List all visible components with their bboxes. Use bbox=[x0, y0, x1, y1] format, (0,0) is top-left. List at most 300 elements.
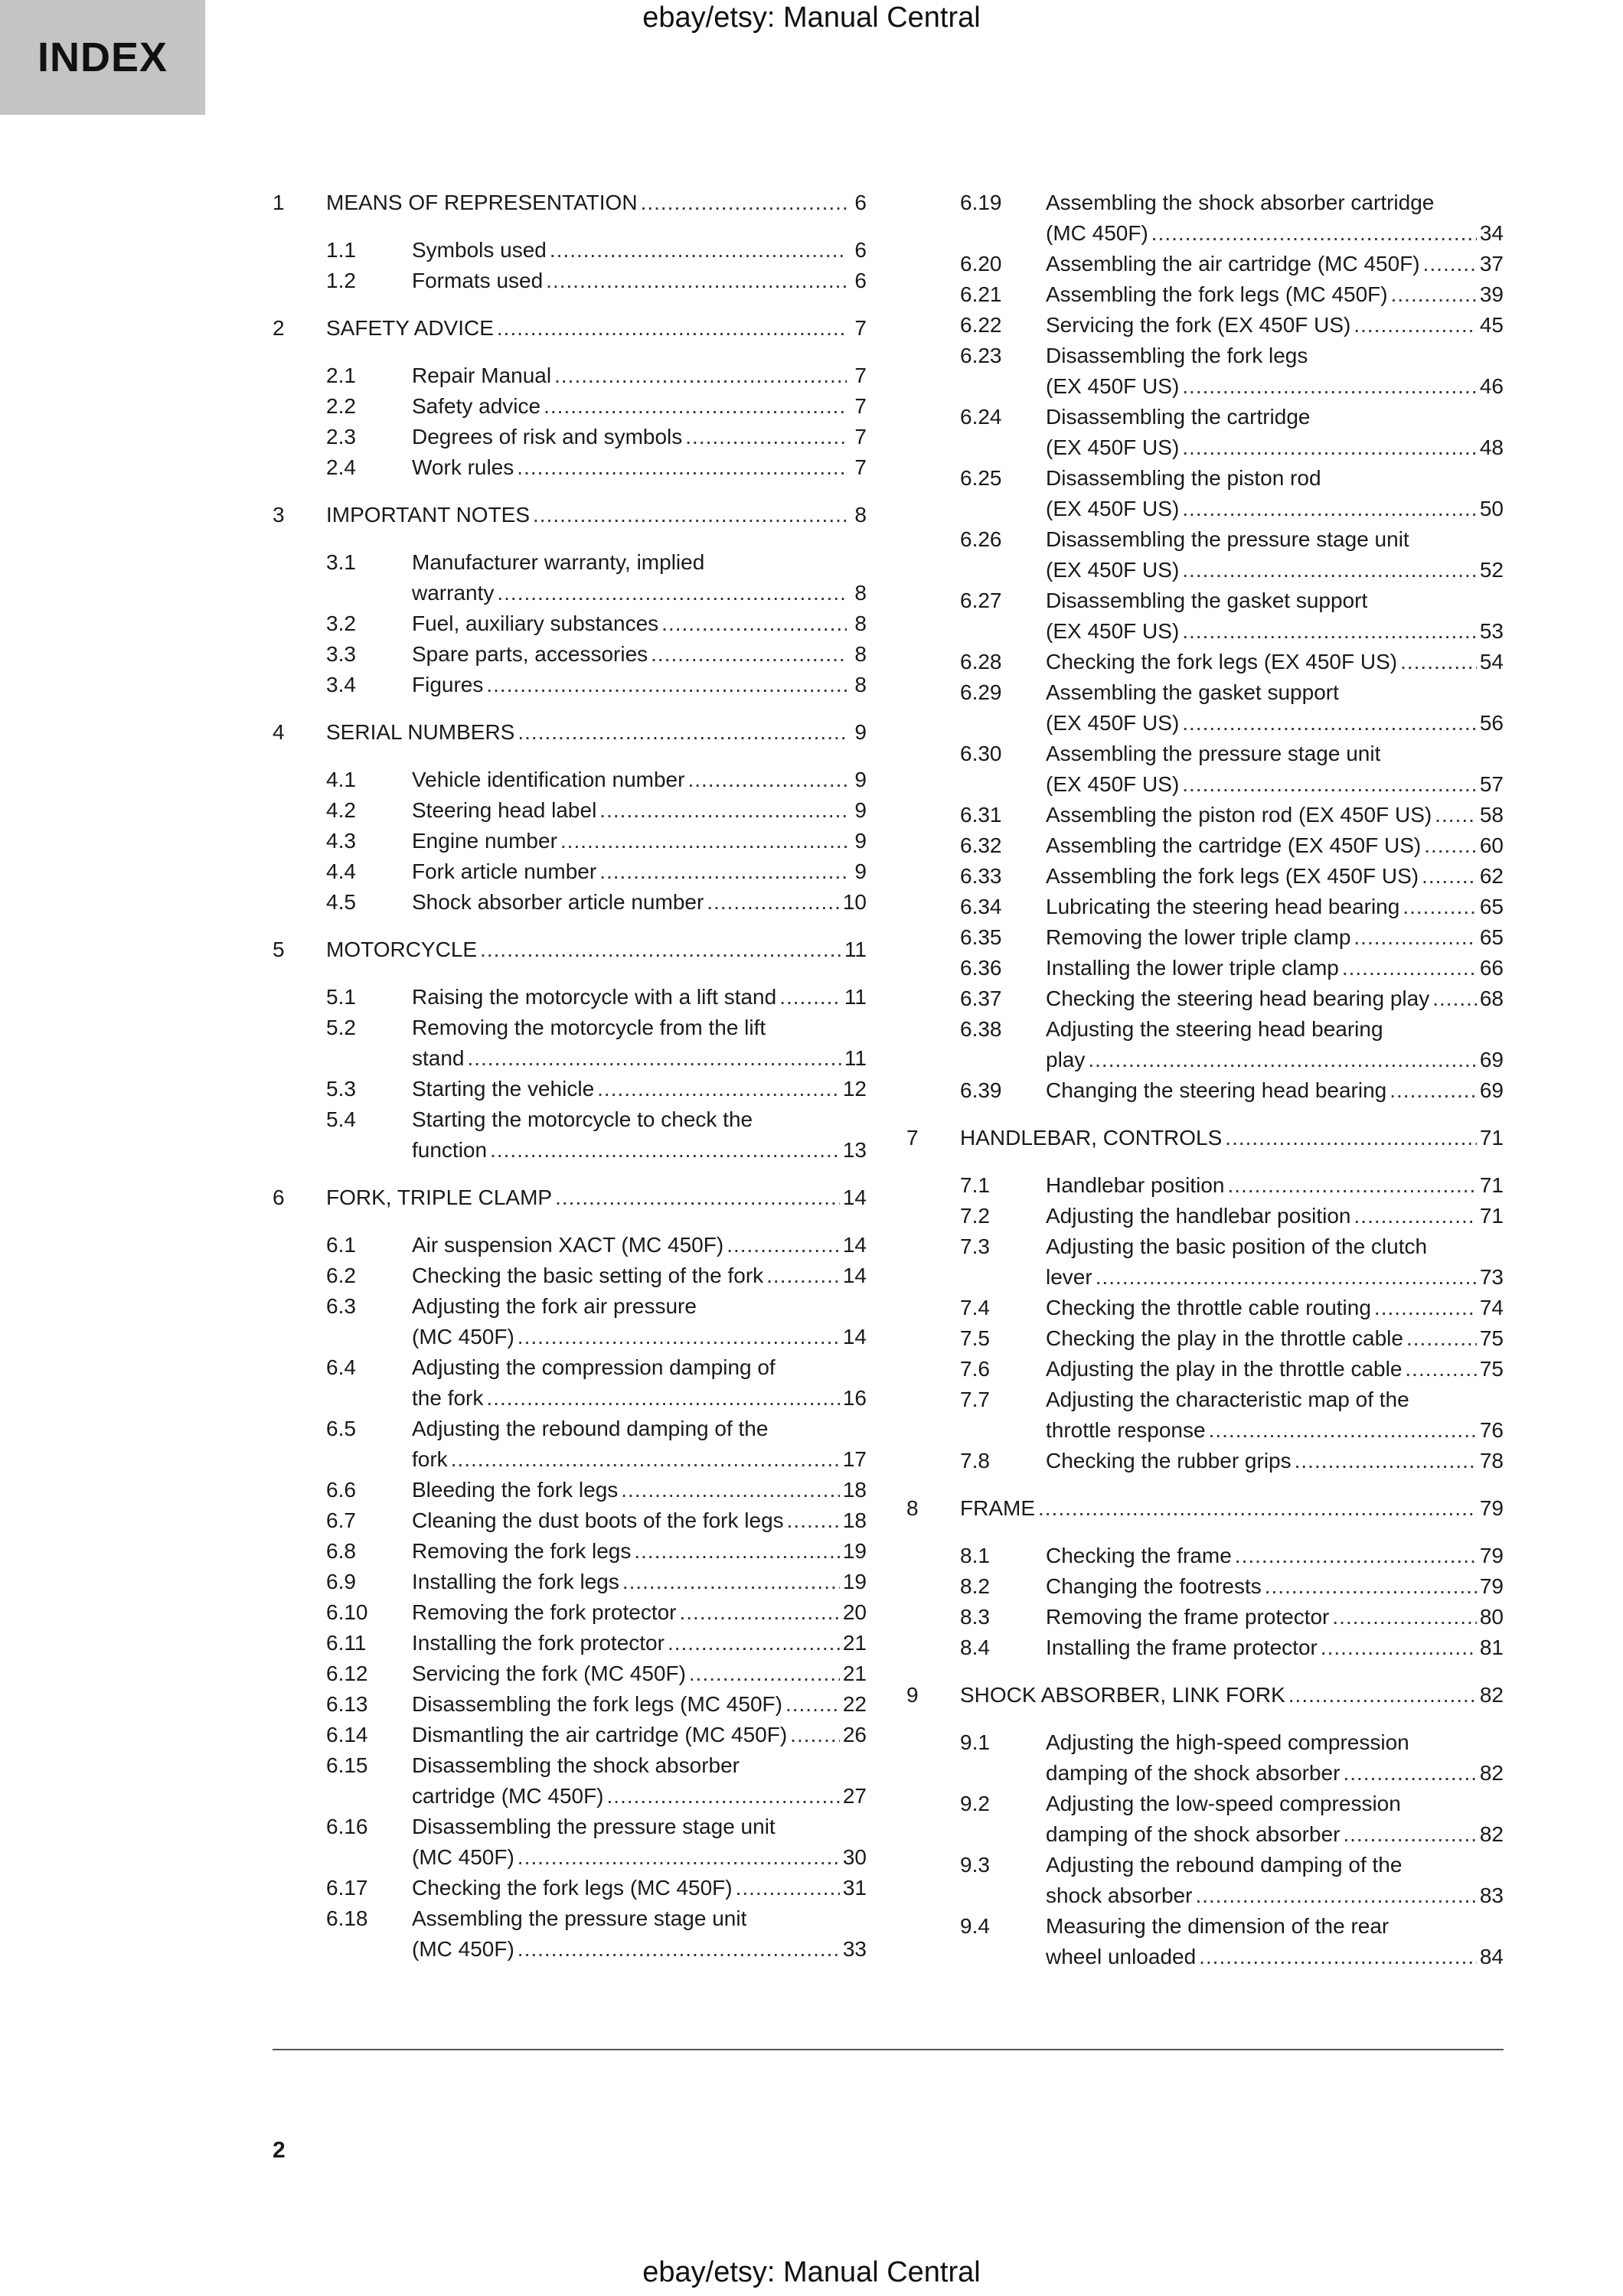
toc-number: 9.3 bbox=[960, 1853, 990, 1877]
toc-number: 8 bbox=[906, 1496, 919, 1520]
toc-number: 6.34 bbox=[960, 895, 1002, 918]
toc-chapter[interactable] bbox=[906, 1493, 1504, 1524]
toc-title: (EX 450F US) bbox=[1046, 711, 1180, 735]
toc-page-number: 74 bbox=[1479, 1296, 1504, 1319]
toc-page-number: 7 bbox=[854, 394, 867, 418]
toc-leader-dots bbox=[599, 856, 847, 887]
toc-title: Disassembling the piston rod bbox=[1046, 466, 1321, 490]
toc-section[interactable] bbox=[273, 1013, 867, 1074]
toc-chapter[interactable] bbox=[906, 1123, 1504, 1153]
toc-leader-dots bbox=[1199, 1942, 1477, 1972]
toc-section[interactable] bbox=[906, 953, 1504, 983]
toc-leader-dots bbox=[518, 717, 847, 748]
toc-page-number: 22 bbox=[842, 1692, 867, 1716]
toc-section[interactable] bbox=[273, 982, 867, 1013]
toc-leader-dots bbox=[1235, 1541, 1477, 1571]
toc-title: Symbols used bbox=[412, 238, 547, 262]
toc-number: 7 bbox=[906, 1126, 919, 1150]
toc-page-number: 58 bbox=[1479, 803, 1504, 827]
toc-title: Installing the lower triple clamp bbox=[1046, 956, 1339, 980]
toc-section[interactable] bbox=[273, 360, 867, 391]
toc-leader-dots bbox=[550, 235, 847, 266]
toc-title: Changing the footrests bbox=[1046, 1574, 1262, 1598]
toc-number: 6.29 bbox=[960, 680, 1002, 704]
toc-page-number: 75 bbox=[1479, 1357, 1504, 1381]
toc-leader-dots bbox=[555, 1182, 840, 1213]
toc-section[interactable] bbox=[906, 1354, 1504, 1384]
toc-number: 6.37 bbox=[960, 987, 1002, 1010]
toc-leader-dots bbox=[680, 1597, 840, 1628]
toc-number: 6.10 bbox=[326, 1600, 368, 1624]
index-tab-label: INDEX bbox=[37, 34, 168, 80]
toc-section[interactable] bbox=[906, 249, 1504, 279]
toc-section[interactable] bbox=[906, 585, 1504, 647]
toc-leader-dots bbox=[599, 795, 847, 826]
toc-page-number: 30 bbox=[842, 1845, 867, 1869]
toc-section[interactable] bbox=[906, 1293, 1504, 1323]
toc-leader-dots bbox=[1088, 1045, 1476, 1075]
toc-section[interactable] bbox=[273, 1628, 867, 1658]
toc-title: Starting the motorcycle to check the bbox=[412, 1107, 753, 1131]
toc-title: Checking the throttle cable routing bbox=[1046, 1296, 1371, 1319]
toc-section[interactable] bbox=[273, 1261, 867, 1291]
toc-number: 4.2 bbox=[326, 798, 356, 822]
toc-number: 7.4 bbox=[960, 1296, 990, 1319]
toc-leader-dots bbox=[1354, 310, 1476, 341]
toc-title: Starting the vehicle bbox=[412, 1077, 595, 1101]
toc-page-number: 14 bbox=[842, 1325, 867, 1349]
toc-section[interactable] bbox=[273, 1689, 867, 1720]
toc-section[interactable] bbox=[906, 1571, 1504, 1602]
toc-page-number: 48 bbox=[1479, 435, 1504, 459]
toc-title: Servicing the fork (EX 450F US) bbox=[1046, 313, 1351, 337]
toc-page-number: 69 bbox=[1479, 1078, 1504, 1102]
toc-leader-dots bbox=[1182, 494, 1477, 524]
toc-chapter[interactable] bbox=[273, 188, 867, 218]
toc-title: Adjusting the handlebar position bbox=[1046, 1204, 1351, 1228]
toc-section[interactable] bbox=[273, 1291, 867, 1352]
toc-title: Disassembling the gasket support bbox=[1046, 589, 1368, 612]
toc-section[interactable] bbox=[273, 887, 867, 918]
toc-title: (EX 450F US) bbox=[1046, 374, 1180, 398]
toc-leader-dots bbox=[621, 1475, 840, 1505]
toc-page-number: 78 bbox=[1479, 1449, 1504, 1473]
toc-section[interactable] bbox=[906, 739, 1504, 800]
toc-section[interactable] bbox=[273, 1352, 867, 1414]
toc-leader-dots bbox=[651, 639, 847, 670]
toc-title: Cleaning the dust boots of the fork legs bbox=[412, 1508, 784, 1532]
toc-section[interactable] bbox=[273, 422, 867, 452]
toc-page-number: 9 bbox=[854, 859, 867, 883]
toc-page-number: 6 bbox=[854, 269, 867, 292]
toc-title: Removing the fork protector bbox=[412, 1600, 677, 1624]
toc-section[interactable] bbox=[273, 1873, 867, 1903]
toc-title: Adjusting the low-speed compression bbox=[1046, 1792, 1401, 1815]
toc-title: SHOCK ABSORBER, LINK FORK bbox=[960, 1683, 1285, 1707]
toc-title: Assembling the cartridge (EX 450F US) bbox=[1046, 833, 1422, 857]
toc-section[interactable] bbox=[906, 524, 1504, 585]
toc-page-number: 79 bbox=[1479, 1496, 1504, 1520]
toc-number: 2 bbox=[273, 316, 285, 340]
toc-leader-dots bbox=[707, 887, 840, 918]
toc-leader-dots bbox=[1288, 1680, 1477, 1711]
toc-number: 6.9 bbox=[326, 1570, 356, 1593]
toc-section[interactable] bbox=[273, 1812, 867, 1873]
toc-leader-dots bbox=[687, 765, 847, 795]
toc-number: 4.4 bbox=[326, 859, 356, 883]
toc-title: Checking the basic setting of the fork bbox=[412, 1264, 764, 1287]
toc-section[interactable] bbox=[273, 1475, 867, 1505]
toc-title: throttle response bbox=[1046, 1418, 1206, 1442]
toc-section[interactable] bbox=[273, 856, 867, 887]
toc-section[interactable] bbox=[906, 983, 1504, 1014]
toc-title: Assembling the shock absorber cartridge bbox=[1046, 191, 1435, 214]
toc-number: 9 bbox=[906, 1683, 919, 1707]
toc-section[interactable] bbox=[273, 765, 867, 795]
toc-section[interactable] bbox=[273, 1536, 867, 1567]
toc-section[interactable] bbox=[906, 830, 1504, 861]
toc-number: 6.20 bbox=[960, 252, 1002, 276]
toc-number: 8.1 bbox=[960, 1544, 990, 1567]
toc-title: (MC 450F) bbox=[1046, 221, 1148, 245]
toc-page-number: 9 bbox=[854, 768, 867, 791]
toc-page-number: 6 bbox=[854, 238, 867, 262]
toc-number: 6 bbox=[273, 1186, 285, 1209]
toc-page-number: 62 bbox=[1479, 864, 1504, 888]
toc-section[interactable] bbox=[273, 826, 867, 856]
toc-number: 7.2 bbox=[960, 1204, 990, 1228]
toc-section[interactable] bbox=[273, 452, 867, 483]
toc-leader-dots bbox=[1332, 1602, 1476, 1632]
toc-number: 4 bbox=[273, 720, 285, 744]
toc-title: Assembling the piston rod (EX 450F US) bbox=[1046, 803, 1432, 827]
toc-section[interactable] bbox=[273, 391, 867, 422]
toc-page-number: 65 bbox=[1479, 895, 1504, 918]
toc-leader-dots bbox=[1182, 616, 1477, 647]
toc-title: cartridge (MC 450F) bbox=[412, 1784, 604, 1808]
toc-page-number: 60 bbox=[1479, 833, 1504, 857]
toc-leader-dots bbox=[1403, 892, 1477, 922]
toc-title: MEANS OF REPRESENTATION bbox=[326, 191, 638, 214]
toc-page-number: 11 bbox=[844, 1046, 867, 1070]
toc-title: Handlebar position bbox=[1046, 1173, 1225, 1197]
toc-section[interactable] bbox=[273, 547, 867, 608]
toc-title: Dismantling the air cartridge (MC 450F) bbox=[412, 1723, 788, 1746]
toc-section[interactable] bbox=[273, 608, 867, 639]
toc-number: 7.7 bbox=[960, 1388, 990, 1411]
toc-title: Adjusting the high-speed compression bbox=[1046, 1730, 1409, 1754]
toc-title: fork bbox=[412, 1447, 448, 1471]
toc-leader-dots bbox=[1096, 1262, 1477, 1293]
toc-section[interactable] bbox=[906, 861, 1504, 892]
toc-number: 6.24 bbox=[960, 405, 1002, 429]
toc-section[interactable] bbox=[273, 1597, 867, 1628]
toc-section[interactable] bbox=[906, 1850, 1504, 1911]
toc-leader-dots bbox=[468, 1043, 841, 1074]
toc-title: Raising the motorcycle with a lift stand bbox=[412, 985, 777, 1009]
toc-title: Bleeding the fork legs bbox=[412, 1478, 619, 1502]
toc-number: 2.4 bbox=[326, 455, 356, 479]
toc-page-number: 11 bbox=[844, 938, 867, 961]
toc-page-number: 8 bbox=[854, 642, 867, 666]
toc-leader-dots bbox=[668, 1628, 840, 1658]
toc-section[interactable] bbox=[273, 235, 867, 266]
toc-section[interactable] bbox=[273, 1720, 867, 1750]
toc-section[interactable] bbox=[906, 188, 1504, 249]
toc-column-left bbox=[273, 188, 867, 1965]
toc-number: 1 bbox=[273, 191, 285, 214]
toc-title: Engine number bbox=[412, 829, 557, 853]
toc-section[interactable] bbox=[273, 1505, 867, 1536]
toc-number: 4.1 bbox=[326, 768, 356, 791]
toc-number: 6.25 bbox=[960, 466, 1002, 490]
toc-leader-dots bbox=[1391, 279, 1477, 310]
toc-page-number: 7 bbox=[854, 455, 867, 479]
toc-leader-dots bbox=[490, 1135, 840, 1166]
toc-number: 8.4 bbox=[960, 1636, 990, 1659]
toc-leader-dots bbox=[1390, 1075, 1477, 1106]
toc-page-number: 82 bbox=[1479, 1761, 1504, 1785]
toc-title: Lubricating the steering head bearing bbox=[1046, 895, 1400, 918]
toc-leader-dots bbox=[597, 1074, 840, 1104]
toc-page-number: 7 bbox=[854, 364, 867, 387]
toc-page-number: 45 bbox=[1479, 313, 1504, 337]
toc-page-number: 19 bbox=[842, 1539, 867, 1563]
toc-page-number: 18 bbox=[842, 1508, 867, 1532]
toc-title: Shock absorber article number bbox=[412, 890, 704, 914]
toc-page-number: 83 bbox=[1479, 1883, 1504, 1907]
toc-section[interactable] bbox=[906, 1384, 1504, 1446]
toc-leader-dots bbox=[622, 1567, 840, 1597]
toc-number: 5.2 bbox=[326, 1016, 356, 1039]
toc-section[interactable] bbox=[906, 1541, 1504, 1571]
toc-page-number: 8 bbox=[854, 612, 867, 635]
toc-number: 2.3 bbox=[326, 425, 356, 448]
toc-page-number: 20 bbox=[842, 1600, 867, 1624]
toc-leader-dots bbox=[1038, 1493, 1477, 1524]
toc-section[interactable] bbox=[906, 800, 1504, 830]
toc-section[interactable] bbox=[906, 402, 1504, 463]
toc-number: 6.3 bbox=[326, 1294, 356, 1318]
toc-section[interactable] bbox=[273, 1230, 867, 1261]
toc-title: Adjusting the play in the throttle cable bbox=[1046, 1357, 1403, 1381]
toc-number: 6.23 bbox=[960, 344, 1002, 367]
toc-title: Servicing the fork (MC 450F) bbox=[412, 1662, 686, 1685]
toc-section[interactable] bbox=[906, 892, 1504, 922]
toc-title: Fork article number bbox=[412, 859, 597, 883]
toc-number: 8.3 bbox=[960, 1605, 990, 1629]
toc-leader-dots bbox=[451, 1444, 840, 1475]
toc-leader-dots bbox=[787, 1505, 840, 1536]
toc-section[interactable] bbox=[273, 1750, 867, 1812]
toc-section[interactable] bbox=[906, 1201, 1504, 1231]
toc-page-number: 21 bbox=[842, 1631, 867, 1655]
toc-number: 3.1 bbox=[326, 550, 356, 574]
toc-number: 3 bbox=[273, 503, 285, 527]
toc-title: play bbox=[1046, 1048, 1086, 1071]
toc-title: Figures bbox=[412, 673, 484, 696]
toc-page-number: 54 bbox=[1479, 650, 1504, 673]
toc-title: Installing the fork legs bbox=[412, 1570, 619, 1593]
toc-leader-dots bbox=[1435, 800, 1477, 830]
toc-section[interactable] bbox=[273, 1104, 867, 1166]
toc-title: Changing the steering head bearing bbox=[1046, 1078, 1387, 1102]
toc-number: 6.8 bbox=[326, 1539, 356, 1563]
toc-title: Degrees of risk and symbols bbox=[412, 425, 683, 448]
toc-title: Vehicle identification number bbox=[412, 768, 685, 791]
toc-chapter[interactable] bbox=[273, 1182, 867, 1213]
toc-number: 5.3 bbox=[326, 1077, 356, 1101]
toc-leader-dots bbox=[685, 422, 847, 452]
toc-title: stand bbox=[412, 1046, 465, 1070]
toc-title: Disassembling the cartridge bbox=[1046, 405, 1311, 429]
toc-title: Steering head label bbox=[412, 798, 597, 822]
toc-title: Disassembling the pressure stage unit bbox=[412, 1815, 776, 1838]
toc-page-number: 8 bbox=[854, 673, 867, 696]
toc-number: 5.4 bbox=[326, 1107, 356, 1131]
toc-title: Installing the fork protector bbox=[412, 1631, 665, 1655]
toc-title: Adjusting the rebound damping of the bbox=[412, 1417, 769, 1440]
toc-section[interactable] bbox=[906, 922, 1504, 953]
toc-column-right bbox=[906, 188, 1504, 1972]
toc-section[interactable] bbox=[273, 1074, 867, 1104]
toc-page-number: 6 bbox=[854, 191, 867, 214]
toc-number: 6.12 bbox=[326, 1662, 368, 1685]
toc-page-number: 73 bbox=[1479, 1265, 1504, 1289]
toc-title: function bbox=[412, 1138, 488, 1162]
toc-page-number: 71 bbox=[1479, 1173, 1504, 1197]
toc-page-number: 9 bbox=[854, 829, 867, 853]
toc-section[interactable] bbox=[273, 1567, 867, 1597]
toc-section[interactable] bbox=[906, 1727, 1504, 1789]
toc-section[interactable] bbox=[906, 1231, 1504, 1293]
toc-title: Checking the steering head bearing play bbox=[1046, 987, 1430, 1010]
toc-leader-dots bbox=[736, 1873, 840, 1903]
toc-page-number: 81 bbox=[1479, 1636, 1504, 1659]
toc-page-number: 52 bbox=[1479, 558, 1504, 582]
toc-leader-dots bbox=[1343, 1758, 1476, 1789]
toc-section[interactable] bbox=[906, 341, 1504, 402]
toc-leader-dots bbox=[1374, 1293, 1477, 1323]
toc-page-number: 9 bbox=[854, 720, 867, 744]
toc-title: Measuring the dimension of the rear bbox=[1046, 1914, 1390, 1938]
toc-page-number: 14 bbox=[842, 1264, 867, 1287]
toc-chapter[interactable] bbox=[273, 500, 867, 530]
toc-leader-dots bbox=[1151, 218, 1477, 249]
toc-page-number: 75 bbox=[1479, 1326, 1504, 1350]
toc-number: 7.3 bbox=[960, 1234, 990, 1258]
toc-section[interactable] bbox=[273, 670, 867, 700]
toc-section[interactable] bbox=[906, 1632, 1504, 1663]
toc-section[interactable] bbox=[273, 1658, 867, 1689]
toc-number: 9.2 bbox=[960, 1792, 990, 1815]
toc-title: Assembling the gasket support bbox=[1046, 680, 1339, 704]
index-tab bbox=[0, 0, 205, 115]
toc-chapter[interactable] bbox=[906, 1680, 1504, 1711]
toc-number: 6.4 bbox=[326, 1355, 356, 1379]
toc-section[interactable] bbox=[906, 279, 1504, 310]
toc-title: FORK, TRIPLE CLAMP bbox=[326, 1186, 553, 1209]
toc-number: 6.21 bbox=[960, 282, 1002, 306]
toc-leader-dots bbox=[641, 188, 847, 218]
toc-number: 7.1 bbox=[960, 1173, 990, 1197]
toc-section[interactable] bbox=[906, 1602, 1504, 1632]
toc-title: Disassembling the shock absorber bbox=[412, 1753, 740, 1777]
toc-title: Spare parts, accessories bbox=[412, 642, 648, 666]
toc-leader-dots bbox=[689, 1658, 840, 1689]
toc-title: damping of the shock absorber bbox=[1046, 1761, 1341, 1785]
toc-title: (MC 450F) bbox=[412, 1937, 514, 1961]
toc-page-number: 18 bbox=[842, 1478, 867, 1502]
toc-title: Assembling the pressure stage unit bbox=[412, 1906, 747, 1930]
toc-title: damping of the shock absorber bbox=[1046, 1822, 1341, 1846]
toc-page-number: 46 bbox=[1479, 374, 1504, 398]
toc-leader-dots bbox=[766, 1261, 840, 1291]
toc-section[interactable] bbox=[906, 1789, 1504, 1850]
toc-page-number: 33 bbox=[842, 1937, 867, 1961]
toc-page-number: 79 bbox=[1479, 1544, 1504, 1567]
toc-section[interactable] bbox=[906, 1075, 1504, 1106]
toc-section[interactable] bbox=[273, 266, 867, 296]
toc-title: wheel unloaded bbox=[1046, 1945, 1197, 1968]
toc-leader-dots bbox=[607, 1781, 840, 1812]
toc-number: 7.8 bbox=[960, 1449, 990, 1473]
toc-page-number: 65 bbox=[1479, 925, 1504, 949]
toc-section[interactable] bbox=[273, 1903, 867, 1965]
toc-page-number: 11 bbox=[844, 985, 867, 1009]
toc-title: Assembling the fork legs (MC 450F) bbox=[1046, 282, 1388, 306]
toc-leader-dots bbox=[1225, 1123, 1477, 1153]
toc-number: 3.4 bbox=[326, 673, 356, 696]
toc-section[interactable] bbox=[906, 1014, 1504, 1075]
toc-section[interactable] bbox=[273, 639, 867, 670]
toc-section[interactable] bbox=[906, 1170, 1504, 1201]
watermark-top: ebay/etsy: Manual Central bbox=[642, 2, 981, 34]
toc-title: (EX 450F US) bbox=[1046, 619, 1180, 643]
toc-title: Removing the lower triple clamp bbox=[1046, 925, 1351, 949]
toc-section[interactable] bbox=[906, 310, 1504, 341]
toc-section[interactable] bbox=[273, 1414, 867, 1475]
toc-leader-dots bbox=[518, 1842, 840, 1873]
toc-leader-dots bbox=[486, 1383, 839, 1414]
toc-leader-dots bbox=[661, 608, 847, 639]
toc-chapter[interactable] bbox=[273, 313, 867, 344]
toc-section[interactable] bbox=[906, 1911, 1504, 1972]
toc-title: Safety advice bbox=[412, 394, 541, 418]
toc-chapter[interactable] bbox=[273, 934, 867, 965]
toc-page-number: 37 bbox=[1479, 252, 1504, 276]
toc-section[interactable] bbox=[906, 1446, 1504, 1476]
toc-number: 6.39 bbox=[960, 1078, 1002, 1102]
toc-section[interactable] bbox=[273, 795, 867, 826]
toc-section[interactable] bbox=[906, 647, 1504, 677]
toc-section[interactable] bbox=[906, 1323, 1504, 1354]
toc-title: Adjusting the characteristic map of the bbox=[1046, 1388, 1409, 1411]
toc-section[interactable] bbox=[906, 677, 1504, 739]
toc-page-number: 19 bbox=[842, 1570, 867, 1593]
toc-title: Adjusting the compression damping of bbox=[412, 1355, 776, 1379]
toc-page-number: 10 bbox=[842, 890, 867, 914]
toc-section[interactable] bbox=[906, 463, 1504, 524]
toc-number: 6.2 bbox=[326, 1264, 356, 1287]
toc-number: 2.1 bbox=[326, 364, 356, 387]
toc-chapter[interactable] bbox=[273, 717, 867, 748]
toc-page-number: 82 bbox=[1479, 1683, 1504, 1707]
toc-number: 6.30 bbox=[960, 742, 1002, 765]
toc-number: 6.5 bbox=[326, 1417, 356, 1440]
toc-title: Air suspension XACT (MC 450F) bbox=[412, 1233, 724, 1257]
toc-page-number: 80 bbox=[1479, 1605, 1504, 1629]
